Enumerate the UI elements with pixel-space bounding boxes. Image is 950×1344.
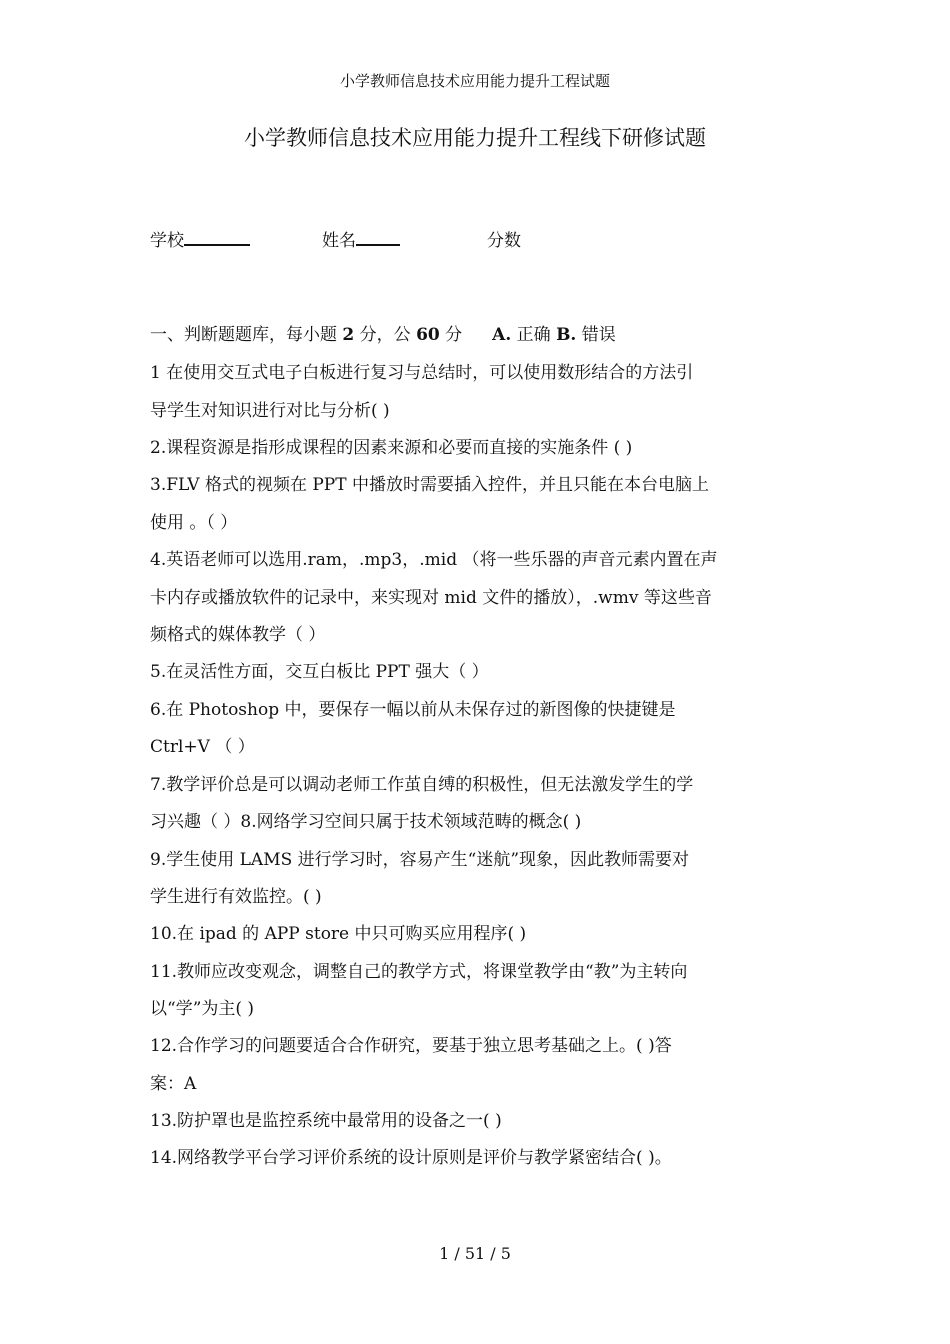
- question-line: 使用 。（ ）: [150, 513, 238, 533]
- score-field: [487, 226, 521, 251]
- question-line: 13.防护罩也是监控系统中最常用的设备之一( ): [150, 1111, 502, 1131]
- option-a-letter: A.: [492, 325, 512, 345]
- total-points: 60: [416, 325, 440, 345]
- name-label: 姓名: [322, 231, 356, 251]
- question-line: 案：A: [150, 1074, 197, 1094]
- heading-mid: 分，公: [354, 325, 417, 345]
- score-label: 分数: [487, 231, 521, 251]
- section-heading: [150, 320, 616, 345]
- question-line: 2.课程资源是指形成课程的因素来源和必要而直接的实施条件 ( ): [150, 438, 633, 458]
- heading-prefix: 一、判断题题库，每小题: [150, 325, 343, 345]
- school-blank: [184, 228, 250, 246]
- question-line: 5.在灵活性方面，交互白板比 PPT 强大（ ）: [150, 662, 489, 682]
- page-number: 1 / 51 / 5: [439, 1244, 511, 1263]
- question-line: 导学生对知识进行对比与分析( ): [150, 401, 390, 421]
- question-line: 6.在 Photoshop 中，要保存一幅以前从未保存过的新图像的快捷键是: [150, 700, 676, 720]
- heading-suffix: 分: [439, 325, 463, 345]
- option-b-text: 错误: [576, 325, 616, 345]
- question-line: Ctrl+V （ ）: [150, 737, 255, 757]
- question-line: 频格式的媒体教学（ ）: [150, 625, 326, 645]
- option-b-letter: B.: [556, 325, 577, 345]
- name-field: [322, 226, 400, 251]
- school-label: 学校: [150, 231, 184, 251]
- question-line: 11.教师应改变观念，调整自己的教学方式，将课堂教学由“教”为主转向: [150, 962, 688, 982]
- option-a-text: 正确: [511, 325, 557, 345]
- question-line: 1 在使用交互式电子白板进行复习与总结时，可以使用数形结合的方法引: [150, 363, 694, 383]
- running-header: 小学教师信息技术应用能力提升工程试题: [339, 72, 610, 90]
- question-line: 9.学生使用 LAMS 进行学习时，容易产生“迷航”现象，因此教师需要对: [150, 850, 690, 870]
- question-line: 7.教学评价总是可以调动老师工作茧自缚的积极性，但无法激发学生的学: [150, 775, 694, 795]
- name-blank: [356, 228, 400, 246]
- page-title: 小学教师信息技术应用能力提升工程线下研修试题: [244, 126, 706, 150]
- question-line: 14.网络教学平台学习评价系统的设计原则是评价与教学紧密结合( )。: [150, 1148, 672, 1168]
- question-line: 卡内存或播放软件的记录中，来实现对 mid 文件的播放），.wmv 等这些音: [150, 588, 712, 608]
- question-line: 4.英语老师可以选用.ram，.mp3，.mid （将一些乐器的声音元素内置在声: [150, 550, 718, 570]
- question-line: 学生进行有效监控。( ): [150, 887, 322, 907]
- question-line: 10.在 ipad 的 APP store 中只可购买应用程序( ): [150, 924, 527, 944]
- school-field: [150, 226, 250, 251]
- question-line: 以“学”为主( ): [150, 999, 255, 1019]
- question-line: 习兴趣（ ）8.网络学习空间只属于技术领域范畴的概念( ): [150, 812, 582, 832]
- question-line: 12.合作学习的问题要适合合作研究，要基于独立思考基础之上。( )答: [150, 1036, 672, 1056]
- points-each: 2: [342, 325, 355, 345]
- question-line: 3.FLV 格式的视频在 PPT 中播放时需要插入控件，并且只能在本台电脑上: [150, 475, 709, 495]
